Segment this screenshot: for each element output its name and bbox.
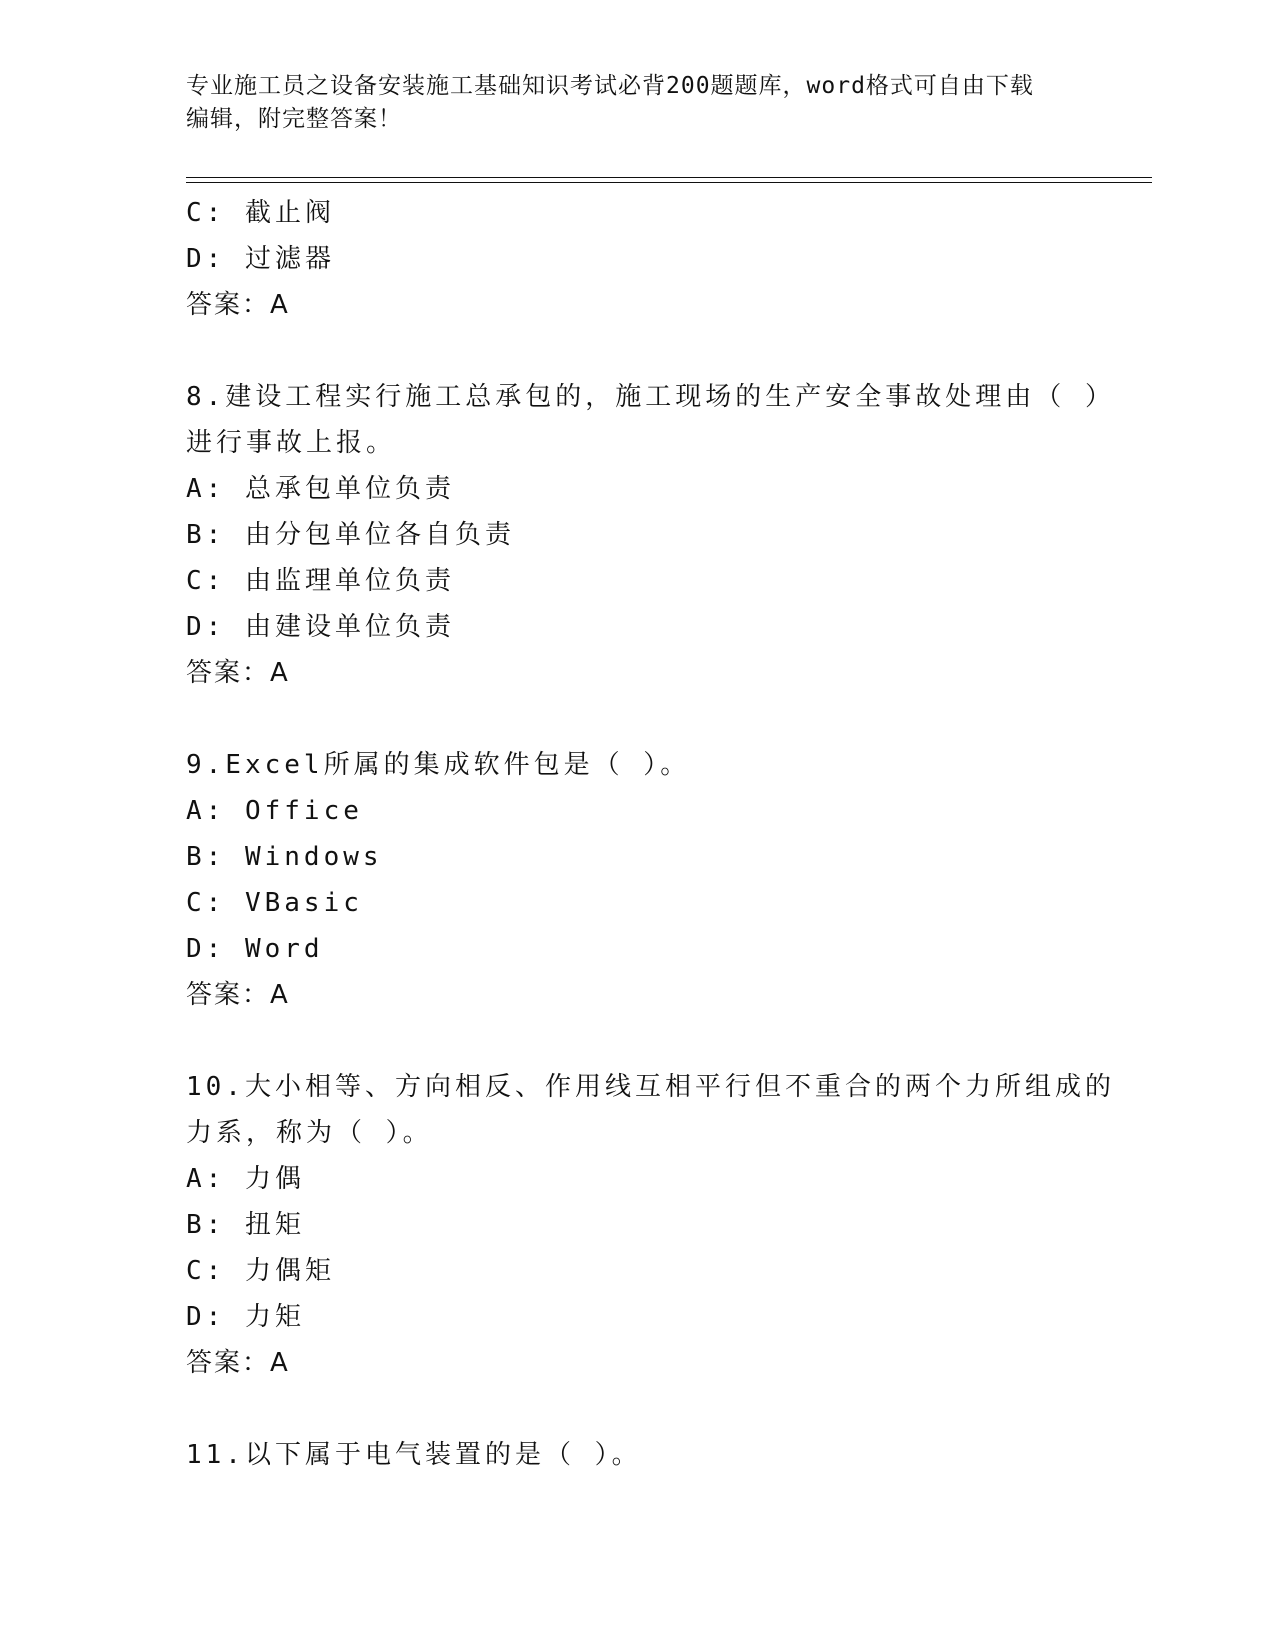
option-b: B: Windows: [186, 842, 383, 872]
option-d: D: 过滤器: [186, 244, 335, 274]
option-c: C: 截止阀: [186, 198, 335, 228]
question-stem: 11.以下属于电气装置的是（ ）。: [186, 1440, 642, 1470]
option-a: A: Office: [186, 796, 363, 826]
option-c: C: 力偶矩: [186, 1256, 335, 1286]
question-stem: 力系，称为（ ）。: [186, 1118, 433, 1148]
option-c: C: 由监理单位负责: [186, 566, 455, 596]
option-b: B: 由分包单位各自负责: [186, 520, 515, 550]
header-line-2: 编辑，附完整答案！: [186, 106, 402, 132]
answer-label: 答案：A: [186, 980, 290, 1010]
question-7-continued: [186, 190, 1086, 328]
header-divider-top: [186, 177, 1152, 178]
header-divider-bottom: [186, 182, 1152, 183]
question-11: [186, 1432, 1086, 1478]
question-8: [186, 374, 1115, 696]
option-d: D: 由建设单位负责: [186, 612, 455, 642]
question-10: [186, 1064, 1115, 1386]
option-d: D: Word: [186, 934, 324, 964]
option-d: D: 力矩: [186, 1302, 305, 1332]
option-b: B: 扭矩: [186, 1210, 305, 1240]
question-stem: 进行事故上报。: [186, 428, 397, 458]
answer-label: 答案：A: [186, 658, 290, 688]
question-stem: 9.Excel所属的集成软件包是（ ）。: [186, 750, 691, 780]
document-header: [186, 70, 1086, 136]
option-c: C: VBasic: [186, 888, 363, 918]
question-list: [186, 190, 1115, 1478]
header-line-1: 专业施工员之设备安装施工基础知识考试必背200题题库，word格式可自由下载: [186, 73, 1034, 99]
option-a: A: 总承包单位负责: [186, 474, 455, 504]
answer-label: 答案：A: [186, 1348, 290, 1378]
question-stem: 8.建设工程实行施工总承包的，施工现场的生产安全事故处理由（ ）: [186, 382, 1115, 412]
question-9: [186, 742, 1086, 1018]
question-stem: 10.大小相等、方向相反、作用线互相平行但不重合的两个力所组成的: [186, 1072, 1115, 1102]
answer-label: 答案：A: [186, 290, 290, 320]
option-a: A: 力偶: [186, 1164, 305, 1194]
